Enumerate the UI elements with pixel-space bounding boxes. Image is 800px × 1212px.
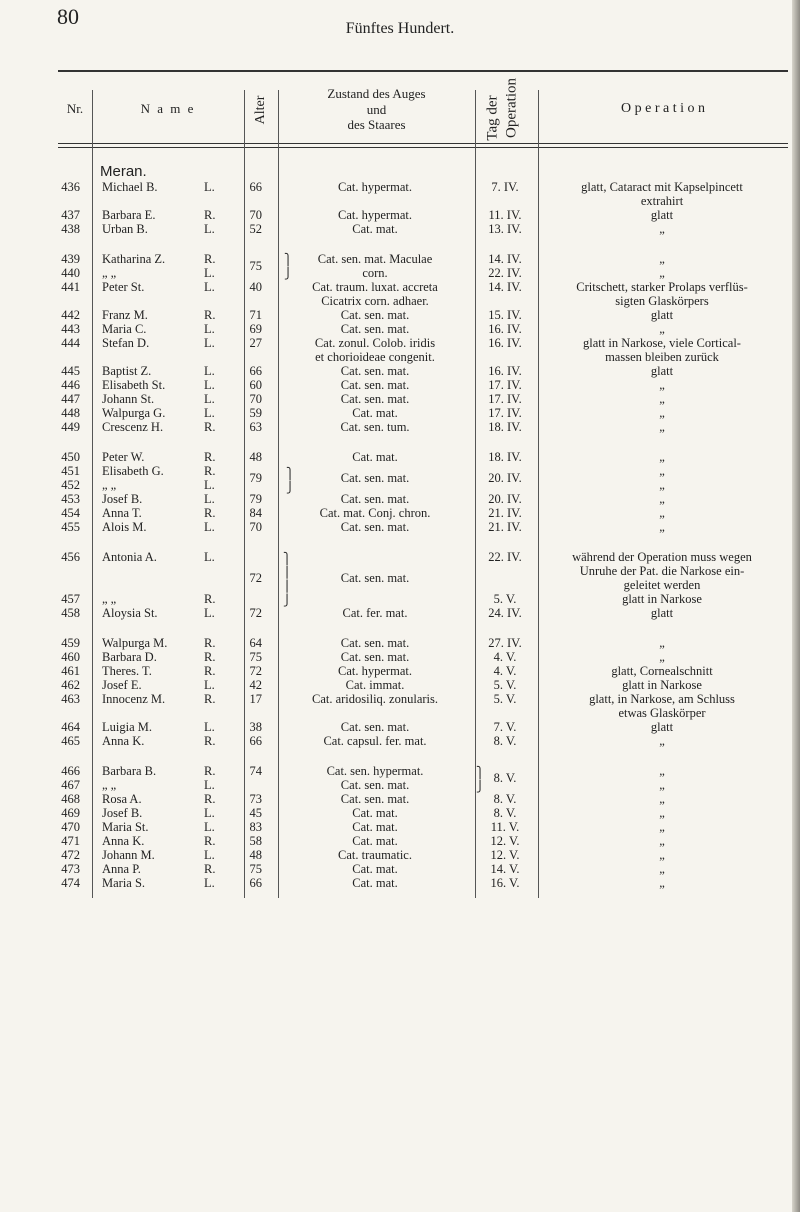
cell-zustand: Cat. mat. (352, 834, 398, 848)
cell-op: „ (659, 464, 665, 478)
cell-eye: R. (204, 252, 216, 266)
cell-age: 27 (249, 336, 262, 350)
cell-zustand: Cat. mat. (352, 862, 398, 876)
cell-age: 66 (249, 734, 262, 748)
cell-nr: 462 (61, 678, 80, 692)
cell-nr: 460 (61, 650, 80, 664)
cell-name: Aloysia St. (102, 606, 158, 620)
cell-name: Katharina Z. (102, 252, 166, 266)
cell-age: 66 (249, 180, 262, 194)
cell-name: Maria St. (102, 820, 149, 834)
header-zustand-line-1: Zustand des Auges (327, 86, 426, 101)
cell-eye: L. (204, 478, 215, 492)
cell-eye: L. (204, 876, 215, 890)
cell-op: „ (659, 734, 665, 748)
cell-op: geleitet werden (623, 578, 701, 592)
cell-zustand: Cat. sen. mat. (340, 636, 410, 650)
cell-zustand: Cat. sen. hypermat. (326, 764, 424, 778)
cell-eye: L. (204, 806, 215, 820)
cell-nr: 443 (61, 322, 80, 336)
cell-tag: 21. IV. (488, 506, 522, 520)
cell-tag: 11. IV. (488, 208, 522, 222)
header-zustand-line-3: des Staares (347, 117, 406, 132)
cell-eye: L. (204, 378, 215, 392)
cell-zustand: Cat. sen. mat. (340, 364, 410, 378)
cell-op: „ (659, 252, 665, 266)
cell-op: „ (659, 450, 665, 464)
cell-age: 69 (249, 322, 262, 336)
cell-zustand: Cat. mat. (352, 406, 398, 420)
cell-name: Johann St. (102, 392, 155, 406)
cell-age: 75 (249, 862, 262, 876)
cell-nr: 448 (61, 406, 80, 420)
cell-op: „ (659, 636, 665, 650)
cell-eye: L. (204, 406, 215, 420)
cell-age: 48 (249, 450, 262, 464)
cell-op: „ (659, 266, 665, 280)
cell-eye: L. (204, 720, 215, 734)
cell-zustand: Cat. mat. Conj. chron. (319, 506, 431, 520)
cell-nr: 457 (61, 592, 80, 606)
column-divider-nr (92, 90, 93, 898)
cell-age: 17 (249, 692, 262, 706)
cell-zustand-merged: Cat. sen. mat. (340, 571, 410, 585)
cell-age: 52 (249, 222, 262, 236)
cell-op: Unruhe der Pat. die Narkose ein- (579, 564, 745, 578)
header-tag-line-1: Tag der (484, 95, 501, 141)
cell-nr: 451 (61, 464, 80, 478)
cell-zustand: Cat. hypermat. (338, 664, 412, 678)
cell-eye: R. (204, 592, 216, 606)
cell-eye: R. (204, 792, 216, 806)
cell-tag: 21. IV. (488, 520, 522, 534)
cell-op: glatt (650, 364, 674, 378)
cell-name: Franz M. (102, 308, 148, 322)
brace-left: ⎫ ⎭ (286, 468, 295, 494)
cell-zustand: corn. (362, 266, 388, 280)
cell-op: „ (659, 764, 665, 778)
cell-nr: 437 (61, 208, 80, 222)
cell-zustand: Cat. sen. mat. (340, 308, 410, 322)
cell-nr: 459 (61, 636, 80, 650)
cell-op: glatt in Narkose (622, 592, 702, 606)
cell-eye: L. (204, 222, 215, 236)
cell-name: Johann M. (102, 848, 155, 862)
header-rule-double (58, 147, 788, 148)
cell-op: „ (659, 406, 665, 420)
cell-tag: 17. IV. (488, 392, 522, 406)
cell-name: Josef B. (102, 806, 143, 820)
cell-name: Luigia M. (102, 720, 152, 734)
cell-op: „ (659, 392, 665, 406)
cell-tag: 8. V. (493, 806, 517, 820)
brace-left: ⎫ ⎭ (476, 767, 485, 793)
cell-eye: R. (204, 464, 216, 478)
cell-op: „ (659, 778, 665, 792)
cell-op: massen bleiben zurück (605, 350, 719, 364)
cell-tag-merged: 20. IV. (488, 471, 522, 485)
cell-tag: 17. IV. (488, 378, 522, 392)
cell-tag: 24. IV. (488, 606, 522, 620)
cell-eye: R. (204, 636, 216, 650)
cell-tag: 12. V. (490, 834, 520, 848)
header-zustand-line-2: und (366, 101, 387, 117)
cell-eye: L. (204, 678, 215, 692)
cell-name: Walpurga M. (102, 636, 168, 650)
cell-op: während der Operation muss wegen (572, 550, 752, 564)
cell-age: 42 (249, 678, 262, 692)
cell-eye: R. (204, 450, 216, 464)
cell-zustand: Cat. traumatic. (338, 848, 412, 862)
cell-age: 58 (249, 834, 262, 848)
cell-tag: 16. IV. (488, 322, 522, 336)
cell-op: „ (659, 520, 665, 534)
running-title: Fünftes Hundert. (345, 20, 455, 37)
cell-name: Alois M. (102, 520, 147, 534)
cell-name: Baptist Z. (102, 364, 152, 378)
cell-op: extrahirt (640, 194, 684, 208)
cell-tag: 27. IV. (488, 636, 522, 650)
cell-nr: 439 (61, 252, 80, 266)
cell-zustand: Cat. zonul. Colob. iridis (314, 336, 436, 350)
cell-nr: 469 (61, 806, 80, 820)
cell-tag: 12. V. (490, 848, 520, 862)
cell-name: Walpurga G. (102, 406, 166, 420)
cell-tag: 16. IV. (488, 336, 522, 350)
cell-zustand: Cat. sen. mat. (340, 492, 410, 506)
cell-nr: 467 (61, 778, 80, 792)
cell-op: glatt (650, 720, 674, 734)
cell-name: Rosa A. (102, 792, 142, 806)
cell-name: Elisabeth G. (102, 464, 164, 478)
cell-name: Innocenz M. (102, 692, 166, 706)
cell-op: glatt, in Narkose, am Schluss (589, 692, 735, 706)
cell-age: 83 (249, 820, 262, 834)
cell-eye: R. (204, 664, 216, 678)
cell-tag: 7. V. (493, 720, 517, 734)
cell-eye: L. (204, 606, 215, 620)
cell-op: „ (659, 506, 665, 520)
cell-age: 66 (249, 364, 262, 378)
cell-tag: 16. IV. (488, 364, 522, 378)
cell-nr: 441 (61, 280, 80, 294)
cell-name: Barbara E. (102, 208, 156, 222)
cell-zustand: Cat. sen. mat. (340, 322, 410, 336)
cell-nr: 473 (61, 862, 80, 876)
cell-op: „ (659, 378, 665, 392)
cell-name: Michael B. (102, 180, 158, 194)
cell-zustand: Cat. mat. (352, 820, 398, 834)
header-name: N a m e (140, 101, 196, 116)
cell-tag: 4. V. (493, 664, 517, 678)
cell-eye: L. (204, 492, 215, 506)
cell-eye: L. (204, 280, 215, 294)
cell-nr: 436 (61, 180, 80, 194)
cell-nr: 464 (61, 720, 80, 734)
cell-op: Critschett, starker Prolaps verflüs- (576, 280, 748, 294)
cell-tag: 20. IV. (488, 492, 522, 506)
brace-left: ⎫ ⎪ ⎪ ⎭ (283, 553, 292, 607)
cell-eye: L. (204, 392, 215, 406)
cell-age: 75 (249, 650, 262, 664)
cell-tag: 8. V. (493, 734, 517, 748)
cell-nr: 440 (61, 266, 80, 280)
cell-eye: L. (204, 820, 215, 834)
header-nr: Nr. (66, 101, 84, 116)
cell-eye: R. (204, 208, 216, 222)
cell-name: Anna K. (102, 734, 145, 748)
table-top-rule (58, 70, 788, 72)
header-alter: Alter (253, 95, 268, 125)
cell-name: Elisabeth St. (102, 378, 166, 392)
cell-eye: R. (204, 650, 216, 664)
column-divider-tag (538, 90, 539, 898)
cell-eye: L. (204, 550, 215, 564)
cell-nr: 454 (61, 506, 80, 520)
cell-op: „ (659, 420, 665, 434)
cell-zustand: Cicatrix corn. adhaer. (321, 294, 429, 308)
cell-tag: 8. V. (493, 792, 517, 806)
cell-zustand: Cat. sen. mat. (340, 650, 410, 664)
cell-age: 73 (249, 792, 262, 806)
cell-tag: 22. IV. (488, 550, 522, 564)
header-operation: O p e r a t i o n (621, 101, 705, 116)
cell-age: 48 (249, 848, 262, 862)
cell-tag: 4. V. (493, 650, 517, 664)
cell-eye: L. (204, 336, 215, 350)
cell-age-merged: 79 (249, 471, 262, 485)
column-divider-name (244, 90, 245, 898)
cell-age: 72 (249, 664, 262, 678)
page-number: 80 (57, 4, 79, 29)
cell-age: 60 (249, 378, 262, 392)
cell-nr: 465 (61, 734, 80, 748)
cell-eye: L. (204, 778, 215, 792)
cell-age: 71 (249, 308, 262, 322)
cell-zustand: Cat. sen. mat. (340, 392, 410, 406)
cell-zustand: Cat. fer. mat. (342, 606, 408, 620)
cell-eye: L. (204, 180, 215, 194)
cell-nr: 468 (61, 792, 80, 806)
cell-zustand: Cat. capsul. fer. mat. (323, 734, 427, 748)
cell-name: Peter St. (102, 280, 145, 294)
cell-name: Maria C. (102, 322, 147, 336)
cell-name: Antonia A. (102, 550, 157, 564)
cell-zustand: Cat. sen. mat. (340, 378, 410, 392)
cell-tag: 17. IV. (488, 406, 522, 420)
cell-op: „ (659, 792, 665, 806)
cell-age: 63 (249, 420, 262, 434)
cell-zustand: Cat. hypermat. (338, 208, 412, 222)
cell-eye: L. (204, 848, 215, 862)
cell-tag: 5. V. (493, 678, 517, 692)
cell-op: glatt in Narkose (622, 678, 702, 692)
cell-eye: R. (204, 506, 216, 520)
cell-op: glatt, Cataract mit Kapselpincett (581, 180, 743, 194)
cell-tag-merged: 8. V. (493, 771, 517, 785)
cell-age: 84 (249, 506, 262, 520)
cell-op: glatt, Cornealschnitt (611, 664, 713, 678)
cell-op: „ (659, 222, 665, 236)
cell-op: glatt (650, 606, 674, 620)
cell-zustand: Cat. immat. (345, 678, 405, 692)
cell-eye: L. (204, 364, 215, 378)
cell-nr: 456 (61, 550, 80, 564)
cell-eye: R. (204, 862, 216, 876)
cell-nr: 445 (61, 364, 80, 378)
cell-zustand: Cat. mat. (352, 450, 398, 464)
cell-eye: R. (204, 764, 216, 778)
cell-age: 59 (249, 406, 262, 420)
cell-nr: 471 (61, 834, 80, 848)
cell-op: etwas Glaskörper (618, 706, 706, 720)
header-tag-line-2: Operation (503, 78, 520, 138)
cell-name: „ „ (102, 478, 117, 492)
cell-name: „ „ (102, 592, 117, 606)
cell-tag: 18. IV. (488, 450, 522, 464)
cell-eye: L. (204, 322, 215, 336)
cell-age-merged: 72 (249, 571, 262, 585)
cell-name: Anna T. (102, 506, 142, 520)
page-edge (792, 0, 800, 1212)
cell-name: Theres. T. (102, 664, 152, 678)
cell-nr: 455 (61, 520, 80, 534)
cell-zustand: Cat. sen. mat. (340, 778, 410, 792)
cell-zustand: Cat. sen. mat. (340, 792, 410, 806)
cell-zustand: Cat. mat. (352, 806, 398, 820)
cell-nr: 452 (61, 478, 80, 492)
cell-nr: 449 (61, 420, 80, 434)
cell-age: 40 (249, 280, 262, 294)
cell-op: „ (659, 834, 665, 848)
cell-eye: R. (204, 692, 216, 706)
cell-name: Stefan D. (102, 336, 150, 350)
cell-nr: 438 (61, 222, 80, 236)
cell-age: 45 (249, 806, 262, 820)
cell-nr: 463 (61, 692, 80, 706)
cell-tag: 14. IV. (488, 280, 522, 294)
cell-eye: R. (204, 834, 216, 848)
cell-op: „ (659, 848, 665, 862)
cell-tag: 5. V. (493, 592, 517, 606)
cell-zustand: Cat. sen. mat. (340, 720, 410, 734)
cell-name: Barbara D. (102, 650, 157, 664)
cell-zustand: Cat. sen. mat. Maculae (317, 252, 433, 266)
cell-name: „ „ (102, 778, 117, 792)
cell-tag: 22. IV. (488, 266, 522, 280)
cell-name: Anna P. (102, 862, 141, 876)
cell-nr: 447 (61, 392, 80, 406)
cell-zustand: Cat. mat. (352, 876, 398, 890)
cell-name: Peter W. (102, 450, 145, 464)
cell-zustand-merged: Cat. sen. mat. (340, 471, 410, 485)
cell-name: Maria S. (102, 876, 146, 890)
cell-age: 70 (249, 208, 262, 222)
cell-tag: 16. V. (490, 876, 520, 890)
cell-zustand: Cat. mat. (352, 222, 398, 236)
cell-age: 64 (249, 636, 262, 650)
cell-nr: 453 (61, 492, 80, 506)
cell-nr: 474 (61, 876, 80, 890)
cell-tag: 14. IV. (488, 252, 522, 266)
cell-nr: 470 (61, 820, 80, 834)
cell-nr: 450 (61, 450, 80, 464)
cell-age-merged: 75 (249, 259, 262, 273)
cell-nr: 444 (61, 336, 80, 350)
cell-age: 70 (249, 392, 262, 406)
cell-op: „ (659, 322, 665, 336)
cell-eye: R. (204, 420, 216, 434)
cell-age: 66 (249, 876, 262, 890)
cell-tag: 13. IV. (488, 222, 522, 236)
cell-eye: R. (204, 308, 216, 322)
cell-op: „ (659, 820, 665, 834)
cell-op: glatt in Narkose, viele Cortical- (583, 336, 741, 350)
cell-op: „ (659, 876, 665, 890)
cell-age: 72 (249, 606, 262, 620)
cell-name: „ „ (102, 266, 117, 280)
cell-op: glatt (650, 308, 674, 322)
cell-nr: 446 (61, 378, 80, 392)
cell-age: 79 (249, 492, 262, 506)
cell-nr: 461 (61, 664, 80, 678)
cell-zustand: Cat. sen. mat. (340, 520, 410, 534)
cell-tag: 5. V. (493, 692, 517, 706)
cell-zustand: Cat. sen. tum. (340, 420, 410, 434)
cell-nr: 466 (61, 764, 80, 778)
brace-left: ⎫ ⎭ (284, 254, 293, 280)
section-title: Meran. (100, 163, 147, 180)
cell-tag: 14. V. (490, 862, 520, 876)
cell-op: „ (659, 806, 665, 820)
cell-zustand: et chorioideae congenit. (315, 350, 435, 364)
cell-op: glatt (650, 208, 674, 222)
cell-age: 70 (249, 520, 262, 534)
cell-op: „ (659, 862, 665, 876)
cell-eye: R. (204, 734, 216, 748)
cell-tag: 7. IV. (491, 180, 519, 194)
cell-op: „ (659, 650, 665, 664)
column-divider-age (278, 90, 279, 898)
cell-age-merged: 74 (249, 764, 262, 778)
cell-zustand: Cat. aridosiliq. zonularis. (311, 692, 439, 706)
cell-nr: 472 (61, 848, 80, 862)
cell-op: „ (659, 492, 665, 506)
cell-name: Barbara B. (102, 764, 157, 778)
cell-name: Josef B. (102, 492, 143, 506)
cell-zustand: Cat. traum. luxat. accreta (312, 280, 438, 294)
header-zustand (278, 86, 475, 133)
cell-name: Crescenz H. (102, 420, 164, 434)
cell-eye: L. (204, 266, 215, 280)
cell-op: „ (659, 478, 665, 492)
cell-name: Anna K. (102, 834, 145, 848)
cell-name: Urban B. (102, 222, 148, 236)
header-rule (58, 143, 788, 144)
cell-eye: L. (204, 520, 215, 534)
cell-tag: 15. IV. (488, 308, 522, 322)
cell-op: sigten Glaskörpers (615, 294, 709, 308)
cell-tag: 11. V. (490, 820, 520, 834)
cell-zustand: Cat. hypermat. (338, 180, 412, 194)
cell-name: Josef E. (102, 678, 142, 692)
cell-nr: 442 (61, 308, 80, 322)
cell-nr: 458 (61, 606, 80, 620)
cell-tag: 18. IV. (488, 420, 522, 434)
cell-age: 38 (249, 720, 262, 734)
